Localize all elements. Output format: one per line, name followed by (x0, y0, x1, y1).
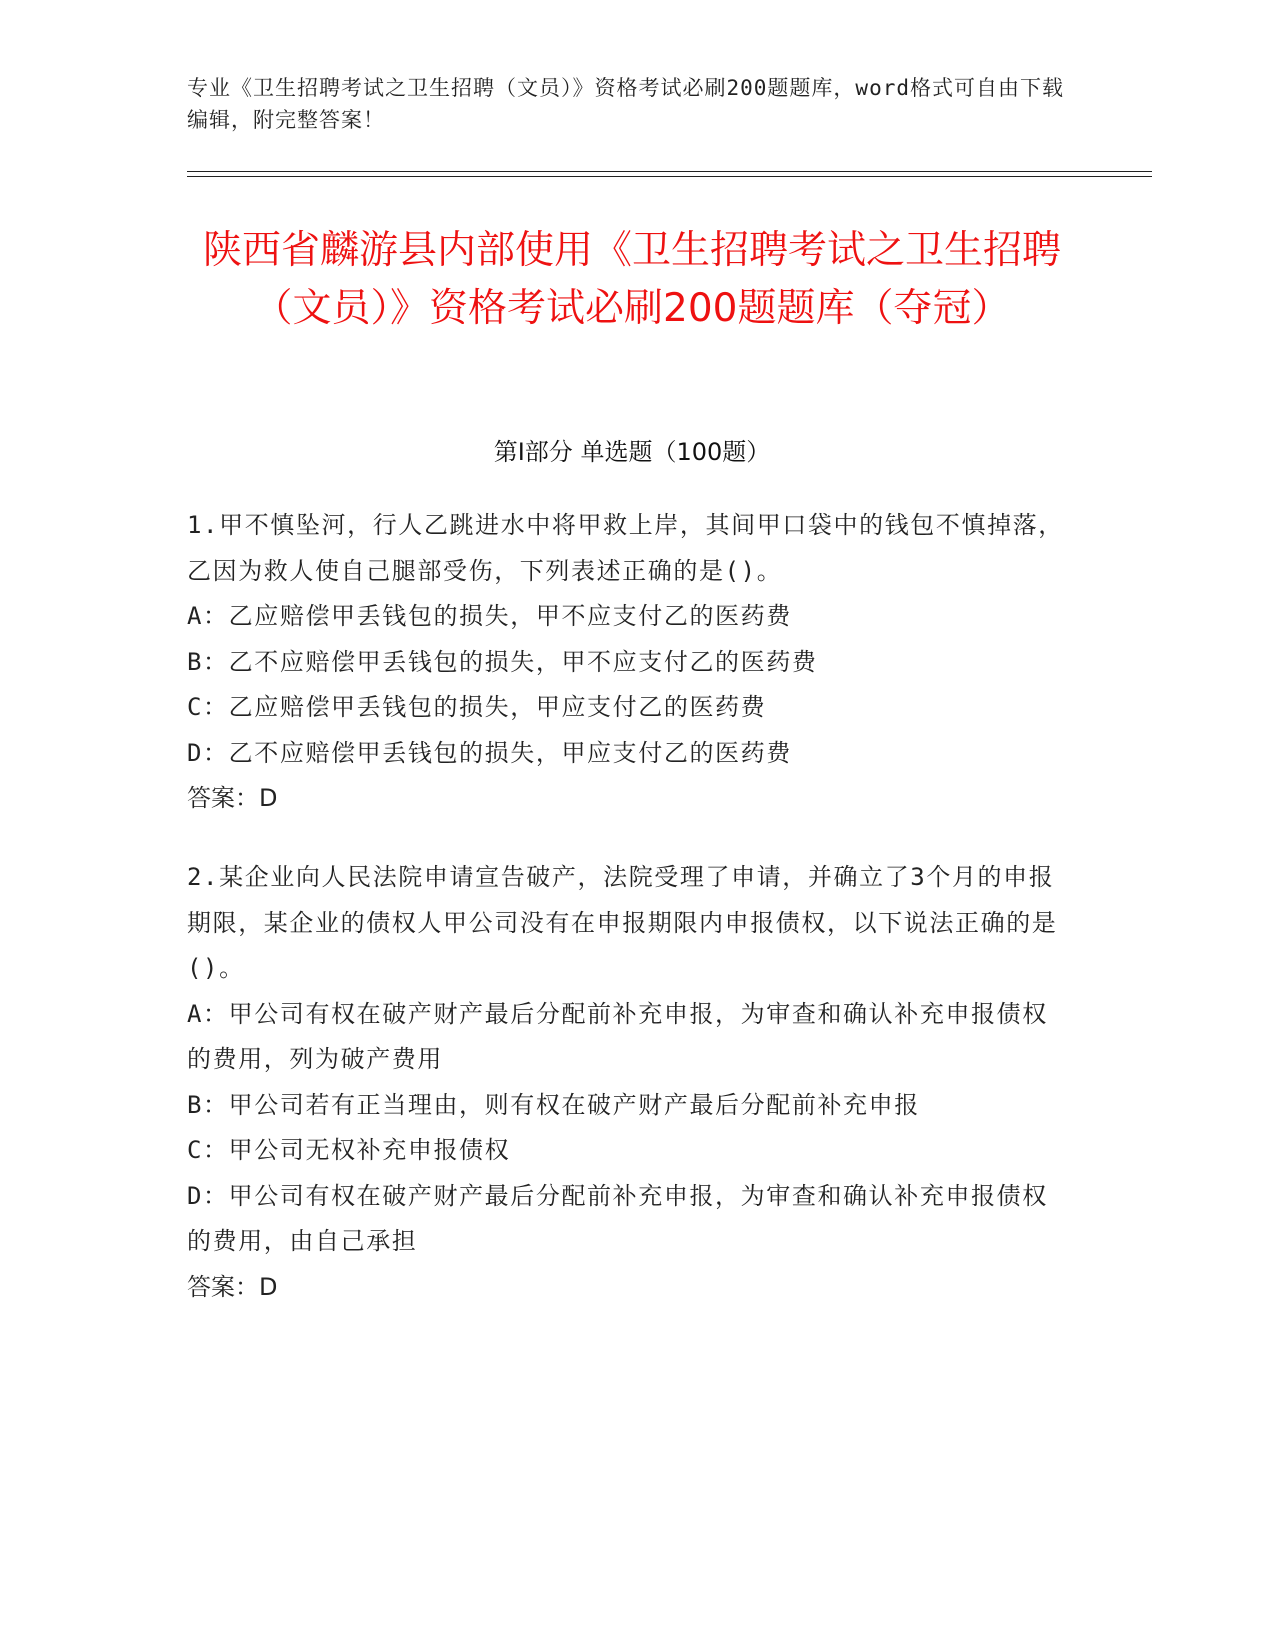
option-a: A：乙应赔偿甲丢钱包的损失，甲不应支付乙的医药费 (187, 602, 792, 630)
header-divider-bottom (187, 176, 1152, 177)
question-stem: 2.某企业向人民法院申请宣告破产，法院受理了申请，并确立了3个月的申报期限，某企业的债权人甲公司没有在申报期限内申报债权，以下说法正确的是()。 (187, 863, 1058, 982)
option-c: C：甲公司无权补充申报债权 (187, 1136, 511, 1164)
question-1 (187, 503, 1067, 822)
header-divider-top (187, 171, 1152, 172)
question-2 (187, 855, 1067, 1310)
document-title: 陕西省麟游县内部使用《卫生招聘考试之卫生招聘（文员）》资格考试必刷200题题库（夺冠） (202, 228, 1061, 331)
option-b: B：乙不应赔偿甲丢钱包的损失，甲不应支付乙的医药费 (187, 647, 818, 676)
answer: 答案：D (187, 784, 278, 812)
answer: 答案：D (187, 1272, 278, 1301)
option-a: A：甲公司有权在破产财产最后分配前补充申报，为审查和确认补充申报债权的费用，列为破产费用 (187, 999, 1048, 1073)
option-c: C：乙应赔偿甲丢钱包的损失，甲应支付乙的医药费 (187, 693, 767, 721)
section-heading: 第Ⅰ部分 单选题（100题） (493, 438, 771, 466)
option-b: B：甲公司若有正当理由，则有权在破产财产最后分配前补充申报 (187, 1090, 920, 1119)
option-d: D：乙不应赔偿甲丢钱包的损失，甲应支付乙的医药费 (187, 738, 792, 767)
header-note: 专业《卫生招聘考试之卫生招聘（文员）》资格考试必刷200题题库，word格式可自由下载编辑，附完整答案！ (187, 76, 1064, 132)
question-stem: 1.甲不慎坠河，行人乙跳进水中将甲救上岸，其间甲口袋中的钱包不慎掉落，乙因为救人使自己腿部受伤，下列表述正确的是()。 (187, 511, 1064, 585)
option-d: D：甲公司有权在破产财产最后分配前补充申报，为审查和确认补充申报债权的费用，由自己承担 (187, 1181, 1048, 1255)
